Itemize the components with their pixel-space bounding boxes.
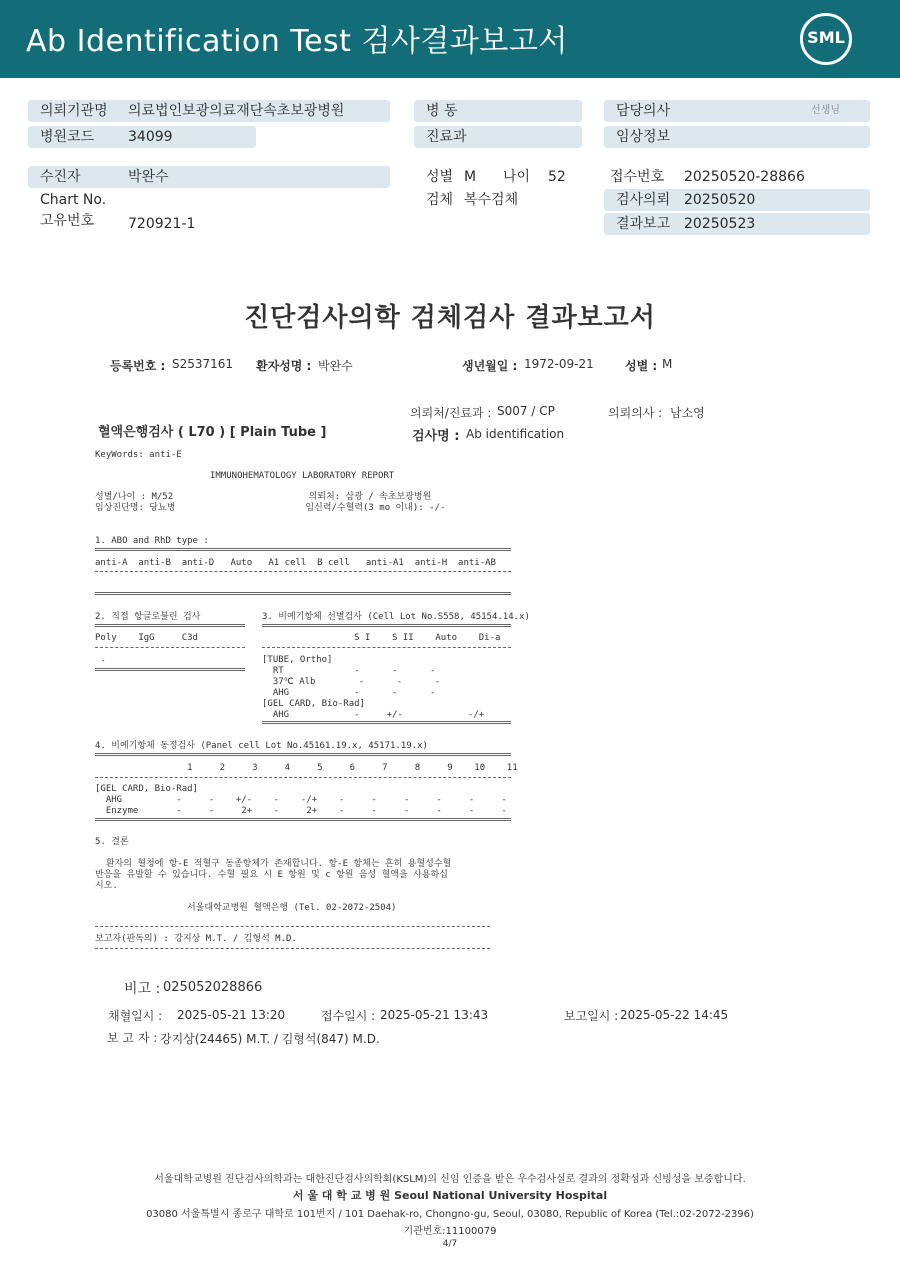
clinical-info-row: 임상정보 [604,126,870,148]
divider [95,548,511,551]
page-number: 4/7 [442,1239,458,1249]
hospital-code-value: 34099 [128,129,173,145]
lab-reporter: 보고자(판독의) : 강지상 M.T. / 김형석 M.D. [95,934,297,944]
divider [262,721,511,724]
dept-label: 의뢰처/진료과 : [410,406,492,420]
divider [95,777,511,778]
divider [95,926,490,927]
divider [95,753,511,756]
divider [262,624,511,627]
dob-value: 1972-09-21 [524,357,594,371]
note-value: 025052028866 [163,980,263,995]
divider [262,647,511,648]
section-5-title: 5. 결론 [95,837,129,847]
reporter-value: 강지상(24465) M.T. / 김형석(847) M.D. [160,1032,380,1046]
age-value: 52 [548,169,566,185]
divider [95,668,245,671]
specimen-value: 복수검체 [464,192,519,208]
sex-value: M [464,169,477,185]
document-title: Ab Identification Test 검사결과보고서 [26,24,568,59]
report-sex-label: 성별 : [625,359,658,373]
divider [95,592,511,595]
collect-label: 채혈일시 : [108,1009,163,1023]
physician-value: 남소영 [670,406,705,420]
unique-no-value: 720921-1 [128,216,196,232]
test-name-label: 검사명 : [412,429,460,444]
screen-headers: S I S II Auto Di-a [262,633,501,643]
report-datetime-value: 2025-05-22 14:45 [620,1008,729,1022]
patient-name-label: 환자성명 : [256,359,312,373]
divider [95,624,245,627]
sml-logo: SML [800,13,852,65]
institution-value: 의료법인보광의료재단속초보광병원 [128,103,345,119]
divider [95,948,490,949]
physician-label: 의뢰의사 : [608,406,663,420]
reporter-label: 보 고 자 : [107,1031,158,1045]
patient-row: 수진자 박완수 [28,166,390,188]
age-label: 나이 [503,169,531,185]
dept-value: S007 / CP [497,404,555,418]
receive-value: 2025-05-21 13:43 [380,1008,489,1022]
header-bar [0,0,900,78]
blood-bank: 서울대학교병원 혈액은행 (Tel. 02-2072-2504) [187,903,397,913]
screen-results: [TUBE, Ortho] RT - - - 37℃ Alb - - - AHG - - - [GEL CARD, Bio-Rad] AHG - +/- -/+ [262,655,485,720]
note-label: 비고 : [124,981,161,997]
section-3-title: 3. 비예기항체 선별검사 (Cell Lot No.S558, 45154.14.x) [262,612,530,622]
sex-label: 성별 [426,169,454,185]
collect-value: 2025-05-21 13:20 [177,1008,286,1022]
panel-results: [GEL CARD, Bio-Rad] AHG - - +/- - -/+ - - - - - - Enzyme - - 2+ - 2+ - - - - - - [95,784,507,816]
report-sex-value: M [662,357,673,371]
footer-institution-code: 기관번호:11100079 [403,1226,497,1237]
doctor-row: 담당의사 선생님 [604,100,870,122]
specimen-label: 검체 [426,192,454,208]
request-date: 20250520 [684,192,756,208]
footer-certification: 서울대학교병원 진단검사의학과는 대한진단검사의학회(KSLM)의 신임 인증을 받은 우수검사실로 결과의 정확성과 신빙성을 보증합니다. [154,1174,746,1185]
report-row: 결과보고 20250523 [604,213,870,235]
dat-headers: Poly IgG C3d [95,633,198,643]
test-name-value: Ab identification [466,427,565,441]
report-title: 진단검사의학 검체검사 결과보고서 [244,303,656,333]
conclusion-text: 환자의 혈청에 항-E 적혈구 동종항체가 존재합니다. 항-E 항체는 흔히 용혈성수혈 반응을 유발할 수 있습니다. 수혈 필요 시 E 항원 및 c 항원 음성 혈액을 사용하십 시오. [95,859,452,891]
footer-address: 03080 서울특별시 종로구 대학로 101번지 / 101 Daehak-ro, Chongno-gu, Seoul, 03080, Republic of Korea (Tel.:02-2072-2396) [146,1209,754,1220]
divider [95,647,245,648]
registration: 등록번호 : [110,359,166,373]
receipt-value: 20250520-28866 [684,169,805,185]
section-1-title: 1. ABO and RhD type : [95,536,209,546]
dob-label: 생년월일 : [462,359,518,373]
dat-value: - [95,656,106,666]
test-group: 혈액은행검사 ( L70 ) [ Plain Tube ] [98,425,327,440]
abo-headers: anti-A anti-B anti-D Auto A1 cell B cell anti-A1 anti-H anti-AB [95,558,496,568]
keywords: KeyWords: anti-E [95,450,182,460]
patient-name-value: 박완수 [318,359,353,373]
section-4-title: 4. 비예기항체 동정검사 (Panel cell Lot No.45161.19.x, 45171.19.x) [95,741,428,751]
receive-label: 접수일시 : [321,1009,376,1023]
divider [95,571,511,572]
ward-row: 병 동 [414,100,582,122]
report-datetime-label: 보고일시 : [564,1009,619,1023]
lab-line-1: 성별/나이 : M/52 의뢰처: 삼광 / 속초보광병원 [95,492,432,502]
divider [95,818,511,821]
patient-name: 박완수 [128,169,169,185]
request-row: 검사의뢰 20250520 [604,189,870,211]
institution-row: 의뢰기관명 의료법인보광의료재단속초보광병원 [28,100,390,122]
lab-title: IMMUNOHEMATOLOGY LABORATORY REPORT [210,471,395,481]
chart-no-label: Chart No. [40,192,107,208]
footer-hospital-name: 서 울 대 학 교 병 원 Seoul National University Hospital [292,1189,608,1202]
receipt-label: 접수번호 [610,169,665,185]
department-row: 진료과 [414,126,582,148]
section-2-title: 2. 직접 항글로불린 검사 [95,612,201,622]
hospital-code-row: 병원코드 34099 [28,126,256,148]
registration-value: S2537161 [172,357,234,371]
lab-line-2: 임상진단명: 당뇨병 임신력/수혈력(3 mo 이내): -/- [95,503,446,513]
panel-headers: 1 2 3 4 5 6 7 8 9 10 11 [95,763,518,773]
unique-no-label: 고유번호 [40,213,95,229]
report-date: 20250523 [684,216,756,232]
